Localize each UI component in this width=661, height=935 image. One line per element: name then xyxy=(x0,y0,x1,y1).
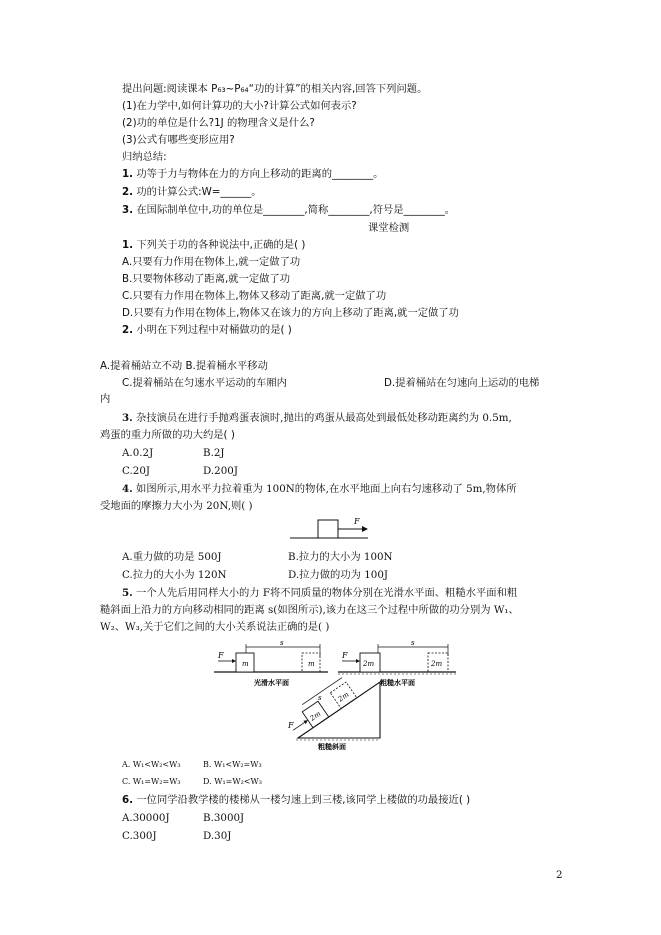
force-label: F xyxy=(354,517,360,526)
question-number: 2. xyxy=(122,324,134,336)
section-title: 课堂检测 xyxy=(368,222,410,234)
mass-label: 2m xyxy=(308,709,323,723)
q3-option-b: B.2J xyxy=(203,447,225,459)
q5-stem-cont-2: W₂、W₃,关于它们之间的大小关系说法正确的是( ) xyxy=(100,621,330,633)
q4-figure xyxy=(290,512,370,544)
summary-item-num: 1. xyxy=(122,168,134,180)
mass-label: 2m xyxy=(363,660,375,668)
q1-option-c: C.只要有力作用在物体上,物体又移动了距离,就一定做了功 xyxy=(122,290,387,302)
q4-option-b: B.拉力的大小为 100N xyxy=(288,551,393,563)
distance-label: s xyxy=(280,639,284,647)
q3-option-d: D.200J xyxy=(203,465,238,477)
q3-stem-cont: 鸡蛋的重力所做的功大约是( ) xyxy=(100,429,235,441)
q2-option-ab: A.提着桶站立不动 B.提着桶水平移动 xyxy=(100,360,268,372)
q6-option-a: A.30000J xyxy=(122,812,170,824)
summary-item-3 xyxy=(122,203,455,217)
q1-option-b: B.只要物体移动了距离,就一定做了功 xyxy=(122,273,291,285)
distance-label: s xyxy=(411,639,415,647)
block xyxy=(318,520,338,538)
mass-label: m xyxy=(308,660,315,668)
force-label: F xyxy=(288,721,294,730)
question-number: 5. xyxy=(122,587,133,599)
caption: 粗糙水平面 xyxy=(380,679,415,687)
intro-line-4: (3)公式有哪些变形应用? xyxy=(122,134,235,146)
distance-label: s xyxy=(318,694,322,702)
question-number: 6. xyxy=(122,794,134,806)
q3-option-c: C.20J xyxy=(122,465,151,477)
question-text: 如图所示,用水平力拉着重为 100N的物体,在水平地面上向右匀速移动了 5m,物体所 xyxy=(132,483,517,495)
question-number: 1. xyxy=(122,239,134,251)
question-text: 一个人先后用同样大小的力 F将不同质量的物体分别在光滑水平面、粗糙水平面和粗 xyxy=(132,587,518,599)
question-text: 下列关于功的各种说法中,正确的是( ) xyxy=(133,239,306,251)
summary-item-num: 3. xyxy=(122,204,134,216)
caption: 光滑水平面 xyxy=(254,679,289,687)
q5-option-b: B. W₁<W₂=W₃ xyxy=(203,760,262,769)
caption: 粗糙斜面 xyxy=(318,743,346,751)
q5-stem-cont: 糙斜面上沿力的方向移动相同的距离 s(如图所示),该力在这三个过程中所做的功分别为 W₁、 xyxy=(100,604,519,616)
q1-option-a: A.只要有力作用在物体上,就一定做了功 xyxy=(122,256,301,268)
q1-option-d: D.只要有力作用在物体上,物体又在该力的方向上移动了距离,就一定做了功 xyxy=(122,307,459,319)
summary-item-text: 功的计算公式:W=______。 xyxy=(133,186,262,198)
q4-option-a: A.重力做的功是 500J xyxy=(122,551,222,563)
q2-option-d: D.提着桶站在匀速向上运动的电梯 xyxy=(384,377,540,389)
summary-item-text: 功等于力与物体在力的方向上移动的距离的________。 xyxy=(133,168,384,180)
summary-item-text: 在国际制单位中,功的单位是________,简称________,符号是________。 xyxy=(133,204,456,216)
intro-line-3: (2)功的单位是什么?1J 的物理含义是什么? xyxy=(122,117,315,129)
panel-rough-incline xyxy=(284,677,380,751)
q4-stem xyxy=(122,482,517,496)
q6-stem xyxy=(122,793,470,807)
q6-option-b: B.3000J xyxy=(203,812,245,824)
mass-label: 2m xyxy=(431,660,443,668)
summary-item-2 xyxy=(122,185,262,199)
q6-option-d: D.30J xyxy=(203,830,232,842)
q5-figure xyxy=(208,636,458,754)
q4-option-d: D.拉力做的功为 100J xyxy=(288,569,388,581)
summary-heading: 归纳总结: xyxy=(122,151,167,163)
question-text: 一位同学沿教学楼的楼梯从一楼匀速上到三楼,该同学上楼做的功最接近( ) xyxy=(133,794,471,806)
q5-option-a: A. W₁<W₂<W₃ xyxy=(122,760,181,769)
arrow-head-icon xyxy=(362,526,368,532)
q2-option-c: C.提着桶站在匀速水平运动的车厢内 xyxy=(122,377,287,389)
summary-item-num: 2. xyxy=(122,186,134,198)
intro-line-2: (1)在力学中,如何计算功的大小?计算公式如何表示? xyxy=(122,100,357,112)
q2-option-d-cont: 内 xyxy=(100,393,111,405)
q1-stem xyxy=(122,238,305,252)
intro-line-1: 提出问题:阅读课本 P₆₃~P₆₄“功的计算”的相关内容,回答下列问题。 xyxy=(122,83,428,95)
page-number: 2 xyxy=(556,869,563,881)
mass-label: m xyxy=(242,660,249,668)
question-text: 杂技演员在进行手抛鸡蛋表演时,抛出的鸡蛋从最高处到最低处移动距离约为 0.5m, xyxy=(132,412,512,424)
q2-stem xyxy=(122,323,292,337)
mass-label: 2m xyxy=(336,690,351,704)
q5-stem xyxy=(122,586,517,600)
q3-stem xyxy=(122,411,512,425)
panel-rough-horizontal xyxy=(338,639,456,687)
q5-option-d: D. W₁=W₂<W₃ xyxy=(203,777,262,786)
force-label: F xyxy=(218,651,224,660)
q5-option-c: C. W₁=W₂=W₃ xyxy=(122,777,181,786)
q3-option-a: A.0.2J xyxy=(122,447,154,459)
q4-stem-cont: 受地面的摩擦力大小为 20N,则( ) xyxy=(100,500,253,512)
question-number: 3. xyxy=(122,412,133,424)
question-number: 4. xyxy=(122,483,133,495)
q4-option-c: C.拉力的大小为 120N xyxy=(122,569,227,581)
q6-option-c: C.300J xyxy=(122,830,157,842)
question-text: 小明在下列过程中对桶做功的是( ) xyxy=(133,324,292,336)
force-label: F xyxy=(342,651,348,660)
summary-item-1 xyxy=(122,167,383,181)
panel-smooth-horizontal xyxy=(214,639,328,687)
